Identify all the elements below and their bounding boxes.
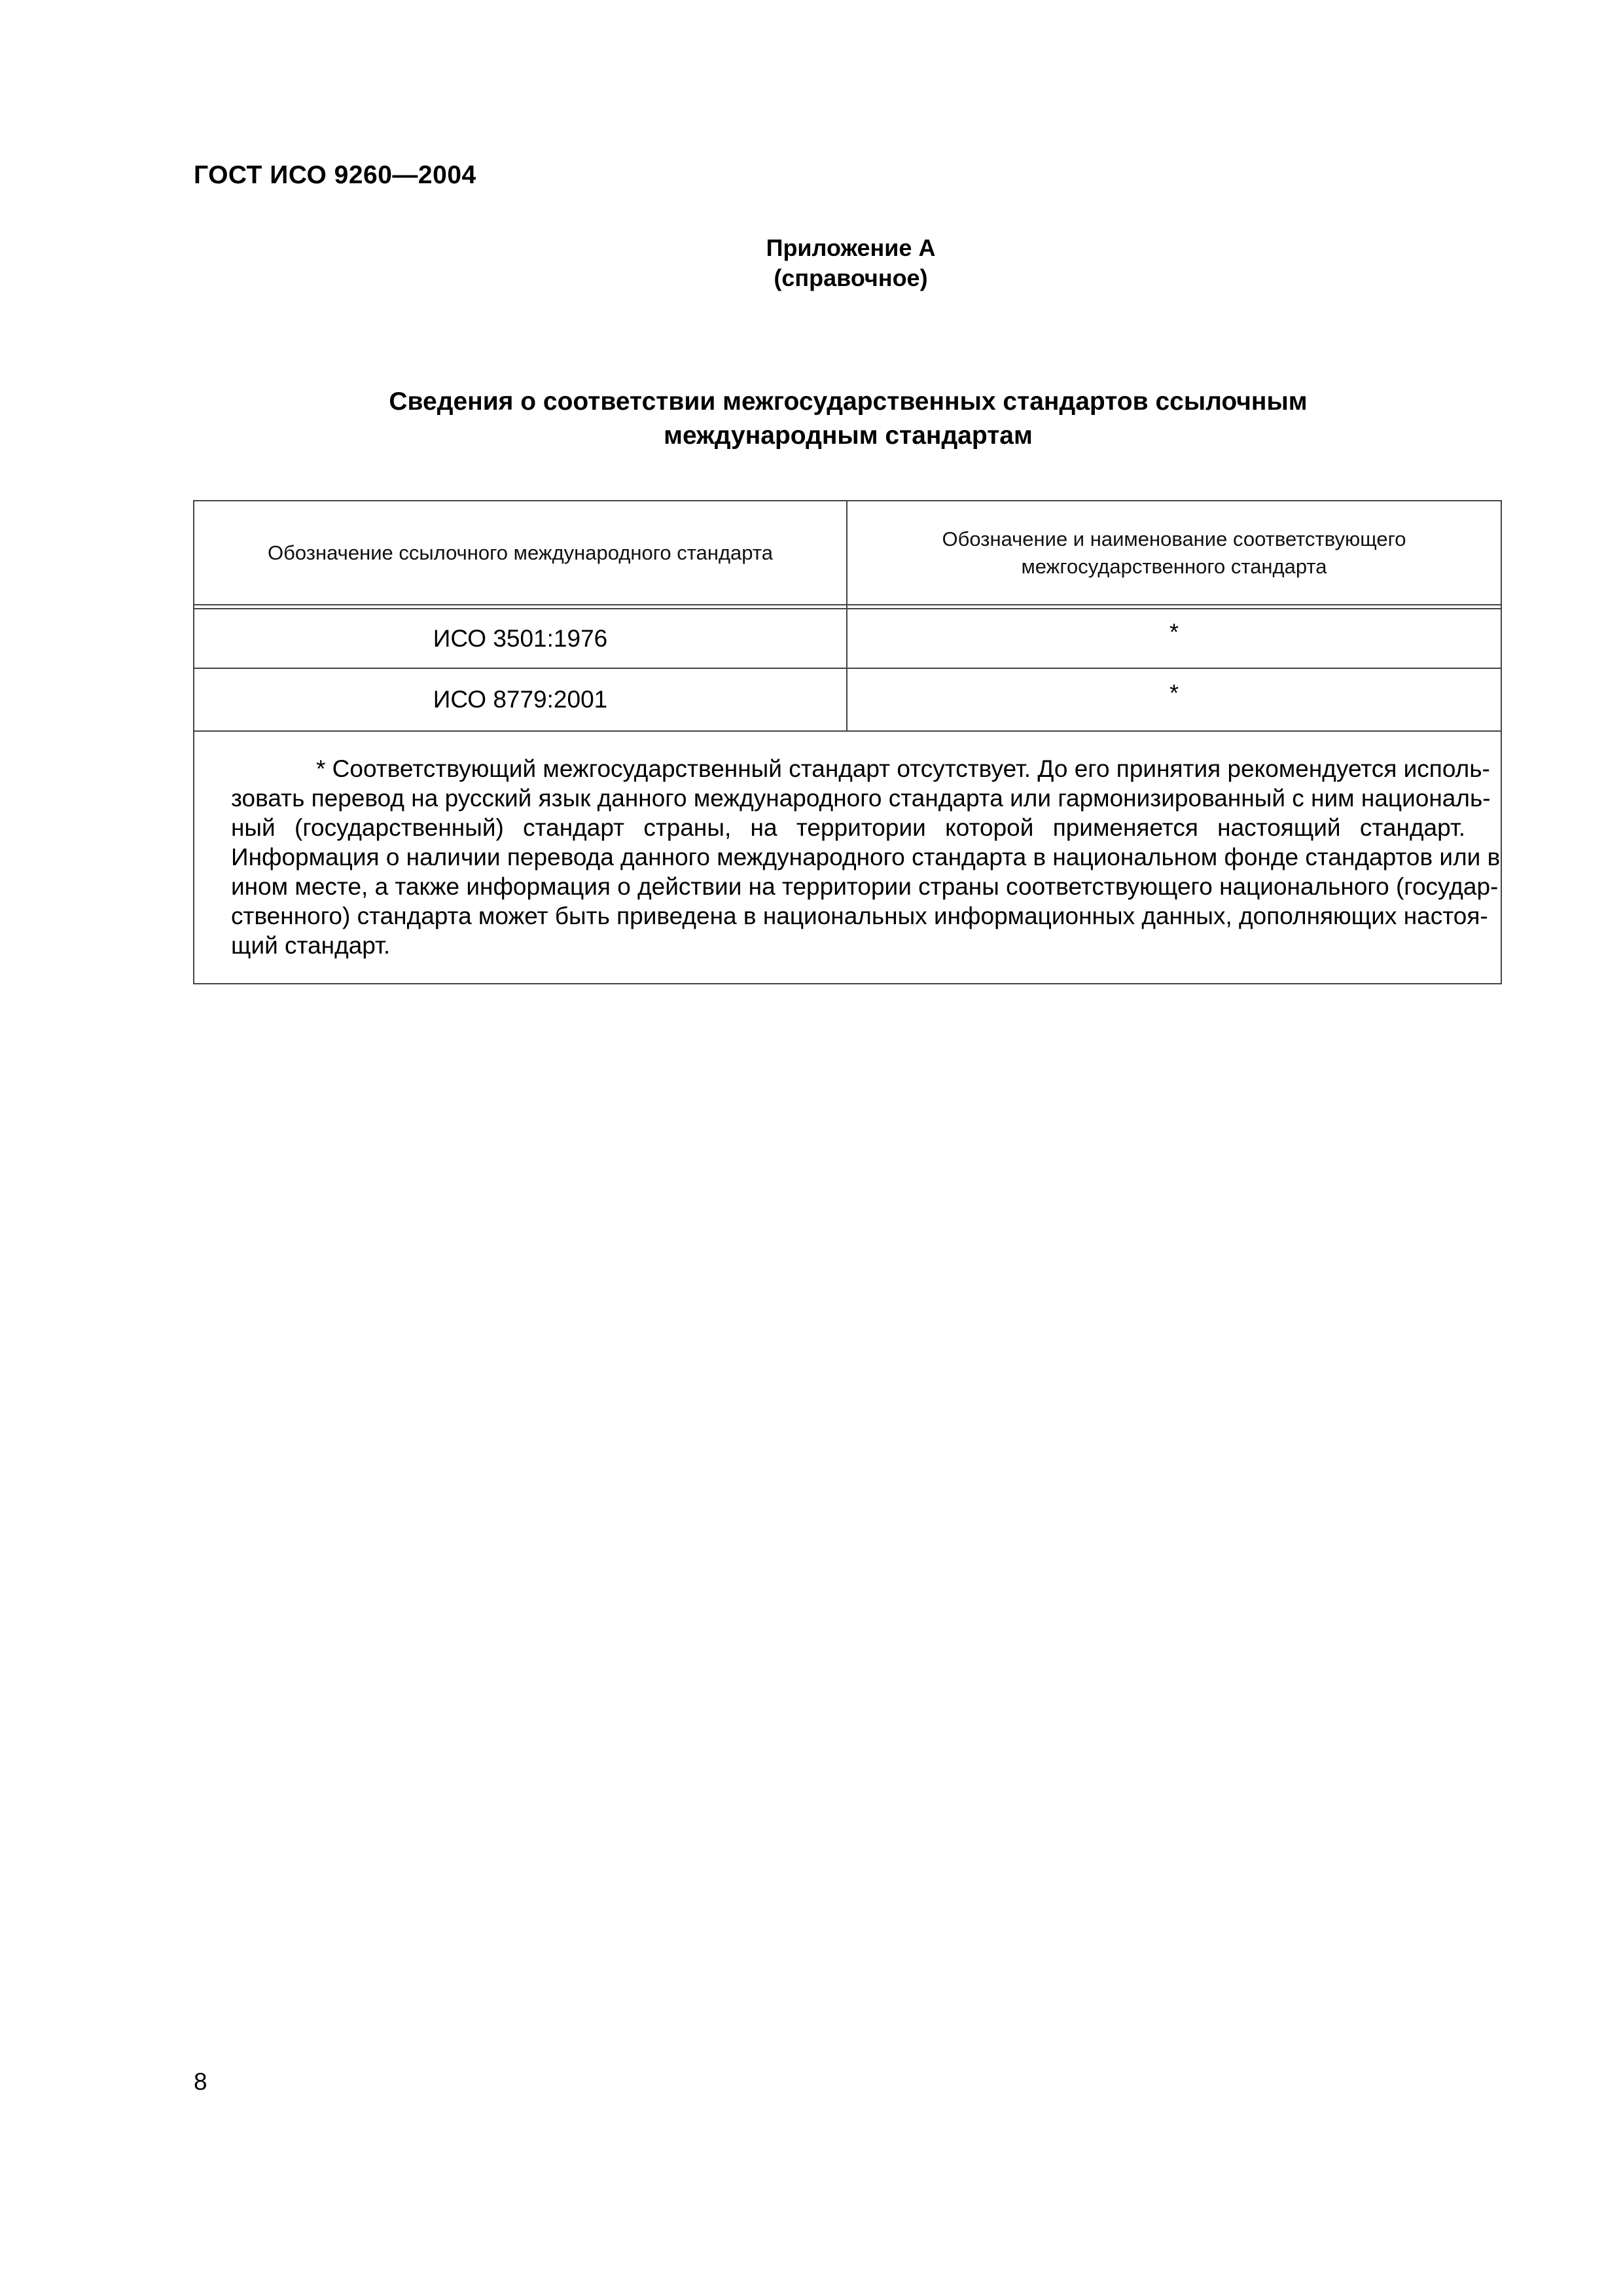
column-header-interstate	[847, 501, 1501, 604]
header-divider	[194, 604, 1501, 605]
document-header: ГОСТ ИСО 9260—2004	[194, 161, 476, 189]
page-number: 8	[194, 2068, 207, 2095]
footnote-line: щий стандарт.	[231, 932, 391, 959]
section-title-line-2: международным стандартам	[664, 422, 1033, 450]
appendix-title: Приложение А	[766, 234, 936, 261]
footnote-line: ственного) стандарта может быть приведена в национальных информационных данных, дополняющих настоя-	[231, 903, 1488, 929]
footnote-divider	[194, 730, 1501, 732]
table-row-2-interstate	[847, 669, 1501, 730]
table-footnote	[231, 754, 1501, 960]
section-title-line-1: Сведения о соответствии межгосударственных стандартов ссылочным	[389, 387, 1308, 416]
standards-table	[193, 500, 1502, 984]
table-row-1-international: ИСО 3501:1976	[433, 624, 608, 652]
footnote-line: ином месте, а также информация о действии на территории страны соответствующего национального (государ-	[231, 873, 1499, 900]
column-header-international: Обозначение ссылочного международного стандарта	[268, 541, 773, 564]
table-row-1-interstate	[847, 609, 1501, 668]
footnote-line: ный (государственный) стандарт страны, на территории которой применяется настоящий стандарт.	[231, 814, 1465, 841]
footnote-marker: *	[1169, 679, 1179, 706]
footnote-line: * Соответствующий межгосударственный стандарт отсутствует. До его принятия рекомендуется исполь-	[316, 755, 1490, 782]
footnote-line: зовать перевод на русский язык данного международного стандарта или гармонизированный с ним националь-	[231, 785, 1491, 812]
footnote-marker: *	[1169, 618, 1179, 645]
column-header-interstate-line-1: Обозначение и наименование соответствующего	[942, 527, 1406, 550]
appendix-type: (справочное)	[774, 264, 928, 291]
column-header-interstate-line-2: межгосударственного стандарта	[1021, 554, 1327, 578]
table-row-2-international: ИСО 8779:2001	[433, 686, 608, 713]
footnote-line: Информация о наличии перевода данного международного стандарта в национальном фонде стандартов или в	[231, 844, 1501, 870]
